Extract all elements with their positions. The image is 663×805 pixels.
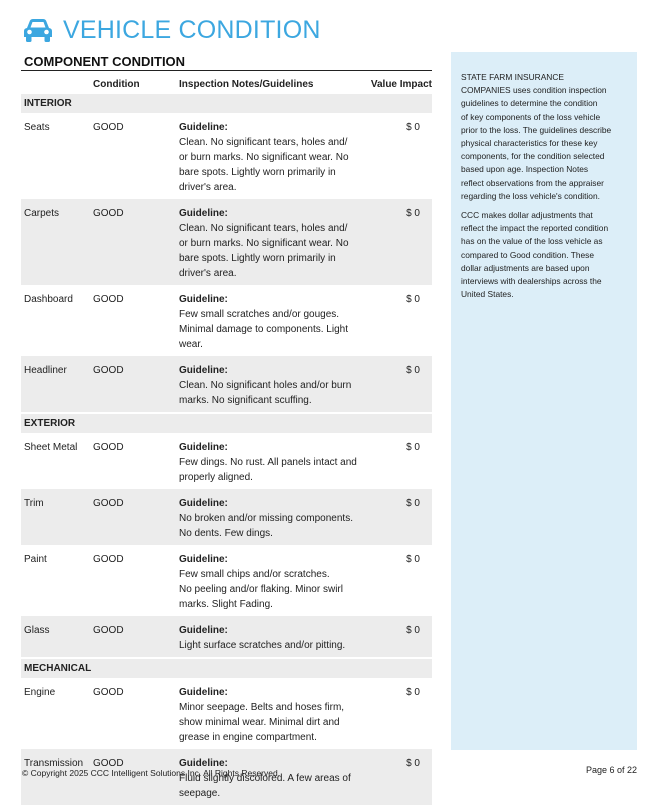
sidebar-line: based upon age. Inspection Notes (461, 164, 589, 175)
guideline-line: properly aligned. (179, 472, 253, 483)
value-impact-column-header: Value Impact (370, 79, 432, 90)
guideline-line: Minimal damage to components. Light (179, 324, 348, 335)
component-name: Transmission (24, 758, 84, 769)
table-row (21, 616, 432, 657)
copyright-text: © Copyright 2025 CCC Intelligent Solutions Inc. All Rights Reserved. (22, 768, 281, 778)
sidebar-line: of key components of the loss vehicle (461, 111, 601, 122)
value-impact: $ 0 (406, 687, 420, 698)
inspection-notes (179, 292, 365, 352)
guideline-line: marks. Slight Fading. (179, 599, 273, 610)
value-impact: $ 0 (406, 498, 420, 509)
component-name: Engine (24, 687, 56, 698)
guideline-line: wear. (179, 339, 203, 350)
sidebar-line: physical characteristics for these key (461, 138, 598, 149)
guideline-line: No peeling and/or flaking. Minor swirl (179, 584, 343, 595)
guideline-line: Few small scratches and/or gouges. (179, 309, 340, 320)
condition-value: GOOD (93, 498, 124, 509)
inspection-notes (179, 685, 365, 745)
sidebar-line: prior to the loss. The guidelines describe (461, 124, 612, 135)
table-row (21, 113, 432, 199)
table-row (21, 489, 432, 545)
table-row (21, 285, 432, 356)
guideline-line: No broken and/or missing components. (179, 513, 353, 524)
guideline-line: bare spots. Lightly worn primarily in (179, 253, 336, 264)
value-impact: $ 0 (406, 122, 420, 133)
sidebar-line: dollar adjustments are based upon (461, 262, 590, 273)
guideline-label: Guideline: (179, 294, 228, 305)
condition-value: GOOD (93, 687, 124, 698)
guideline-line: driver's area. (179, 182, 237, 193)
component-name: Carpets (24, 208, 60, 219)
sidebar-line: regarding the loss vehicle's condition. (461, 190, 600, 201)
guideline-label: Guideline: (179, 208, 228, 219)
inspection-notes (179, 756, 365, 801)
guideline-line: Fluid slightly discolored. A few areas of (179, 773, 351, 784)
guideline-label: Guideline: (179, 122, 228, 133)
condition-value: GOOD (93, 294, 124, 305)
category-header: MECHANICAL (21, 659, 432, 678)
value-impact: $ 0 (406, 294, 420, 305)
inspection-notes (179, 206, 365, 281)
page-number: Page 6 of 22 (585, 765, 637, 775)
guideline-label: Guideline: (179, 498, 228, 509)
condition-value: GOOD (93, 758, 124, 769)
table-row (21, 199, 432, 285)
table-row (21, 545, 432, 616)
guideline-label: Guideline: (179, 365, 228, 376)
component-name: Trim (24, 498, 44, 509)
guideline-line: marks. No significant scuffing. (179, 395, 312, 406)
guideline-line: seepage. (179, 788, 221, 799)
inspection-notes (179, 623, 365, 653)
car-icon (22, 17, 54, 43)
info-sidebar (451, 52, 637, 750)
category-header: INTERIOR (21, 94, 432, 113)
guideline-line: Light surface scratches and/or pitting. (179, 640, 346, 651)
condition-table-body (21, 94, 432, 805)
condition-value: GOOD (93, 122, 124, 133)
guideline-label: Guideline: (179, 442, 228, 453)
sidebar-line: CCC makes dollar adjustments that (461, 210, 593, 221)
section-title: COMPONENT CONDITION (21, 52, 432, 71)
component-condition-section (21, 52, 432, 805)
condition-value: GOOD (93, 442, 124, 453)
value-impact: $ 0 (406, 208, 420, 219)
table-header (21, 71, 432, 92)
inspection-notes (179, 440, 365, 485)
guideline-line: Few small chips and/or scratches. (179, 569, 330, 580)
guideline-line: or burn marks. No significant wear. No (179, 238, 349, 249)
guideline-line: Clean. No significant holes and/or burn (179, 380, 352, 391)
condition-value: GOOD (93, 365, 124, 376)
inspection-notes (179, 363, 365, 408)
value-impact: $ 0 (406, 554, 420, 565)
guideline-line: or burn marks. No significant wear. No (179, 152, 349, 163)
component-name: Dashboard (24, 294, 73, 305)
guideline-line: Minor seepage. Belts and hoses firm, (179, 702, 345, 713)
condition-value: GOOD (93, 625, 124, 636)
sidebar-line: components, for the condition selected (461, 151, 605, 162)
sidebar-line: COMPANIES uses condition inspection (461, 85, 607, 96)
inspection-notes (179, 496, 365, 541)
value-impact: $ 0 (406, 625, 420, 636)
sidebar-line: interviews with dealerships across the (461, 276, 602, 287)
component-name: Glass (24, 625, 50, 636)
guideline-label: Guideline: (179, 554, 228, 565)
guideline-line: Clean. No significant tears, holes and/ (179, 137, 348, 148)
guideline-line: driver's area. (179, 268, 237, 279)
condition-column-header: Condition (93, 79, 140, 90)
notes-column-header: Inspection Notes/Guidelines (179, 79, 314, 90)
page-header (22, 12, 321, 48)
guideline-label: Guideline: (179, 687, 228, 698)
sidebar-line: compared to Good condition. These (461, 249, 594, 260)
component-name: Paint (24, 554, 47, 565)
sidebar-line: STATE FARM INSURANCE (461, 72, 564, 82)
inspection-notes (179, 552, 365, 612)
table-row (21, 678, 432, 749)
guideline-line: Few dings. No rust. All panels intact and (179, 457, 357, 468)
sidebar-paragraph-adjustments (461, 209, 627, 301)
guideline-line: show minimal wear. Minimal dirt and (179, 717, 340, 728)
page-title: VEHICLE CONDITION (63, 15, 321, 44)
condition-value: GOOD (93, 554, 124, 565)
component-name: Sheet Metal (24, 442, 78, 453)
guideline-line: bare spots. Lightly worn primarily in (179, 167, 336, 178)
guideline-label: Guideline: (179, 625, 228, 636)
component-name: Headliner (24, 365, 67, 376)
component-name: Seats (24, 122, 50, 133)
guideline-line: Clean. No significant tears, holes and/ (179, 223, 348, 234)
sidebar-line: reflect observations from the appraiser (461, 177, 604, 188)
sidebar-line: reflect the impact the reported condition (461, 223, 609, 234)
condition-value: GOOD (93, 208, 124, 219)
sidebar-line: guidelines to determine the condition (461, 98, 598, 109)
guideline-line: No dents. Few dings. (179, 528, 273, 539)
sidebar-line: has on the value of the loss vehicle as (461, 236, 603, 247)
value-impact: $ 0 (406, 758, 420, 769)
category-header: EXTERIOR (21, 414, 432, 433)
guideline-label: Guideline: (179, 758, 228, 769)
sidebar-paragraph-insurer (461, 71, 627, 203)
value-impact: $ 0 (406, 442, 420, 453)
sidebar-line: United States. (461, 289, 514, 300)
guideline-line: grease in engine compartment. (179, 732, 317, 743)
inspection-notes (179, 120, 365, 195)
value-impact: $ 0 (406, 365, 420, 376)
table-row (21, 356, 432, 412)
table-row (21, 433, 432, 489)
